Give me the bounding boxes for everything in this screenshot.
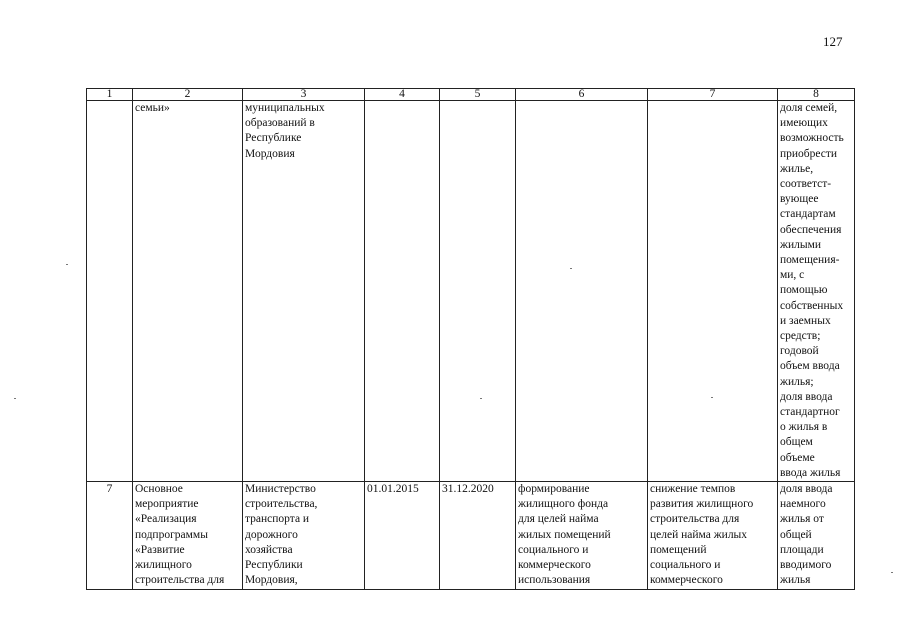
- table-cell: снижение темпов развития жилищного строительства для целей найма жилых помещений социального и коммерческого: [648, 482, 778, 589]
- table-cell: [440, 101, 516, 482]
- table-cell: доля ввода наемного жилья от общей площади вводимого жилья: [778, 482, 855, 589]
- column-header: 4: [365, 89, 440, 101]
- column-header: 7: [648, 89, 778, 101]
- table-cell: Основное мероприятие «Реализация подпрограммы «Развитие жилищного строительства для: [133, 482, 243, 589]
- table-cell: [87, 101, 133, 482]
- table-cell: семьи»: [133, 101, 243, 482]
- table-cell: [365, 101, 440, 482]
- column-header: 6: [516, 89, 648, 101]
- table-cell: 01.01.2015: [365, 482, 440, 589]
- table-cell: Министерство строительства, транспорта и дорожного хозяйства Республики Мордовия,: [243, 482, 365, 589]
- scan-speck: [570, 268, 572, 269]
- column-header: 8: [778, 89, 855, 101]
- scan-speck: [480, 398, 482, 399]
- table-cell: муниципальных образований в Республике Мордовия: [243, 101, 365, 482]
- table-cell: 7: [87, 482, 133, 589]
- table-cell: доля семей, имеющих возможность приобрести жилье, соответст- вующее стандартам обеспечения жилыми помещения- ми, с помощью собственных и заемных средств; годовой объем ввода жилья; доля ввода стандартног о жилья в общем объеме ввода жилья: [778, 101, 855, 482]
- table-cell: [648, 101, 778, 482]
- column-header: 1: [87, 89, 133, 101]
- scan-speck: [891, 572, 893, 573]
- scan-speck: [14, 398, 16, 399]
- document-table: [86, 88, 855, 590]
- table-row: [87, 101, 855, 482]
- table-cell: 31.12.2020: [440, 482, 516, 589]
- table-row: [87, 482, 855, 589]
- table-cell: [516, 101, 648, 482]
- column-header: 5: [440, 89, 516, 101]
- table-cell: формирование жилищного фонда для целей найма жилых помещений социального и коммерческого использования: [516, 482, 648, 589]
- column-header: 2: [133, 89, 243, 101]
- scan-speck: [66, 264, 68, 265]
- scan-speck: [711, 397, 713, 398]
- table-header-row: [87, 89, 855, 101]
- page-number: 127: [823, 34, 843, 49]
- column-header: 3: [243, 89, 365, 101]
